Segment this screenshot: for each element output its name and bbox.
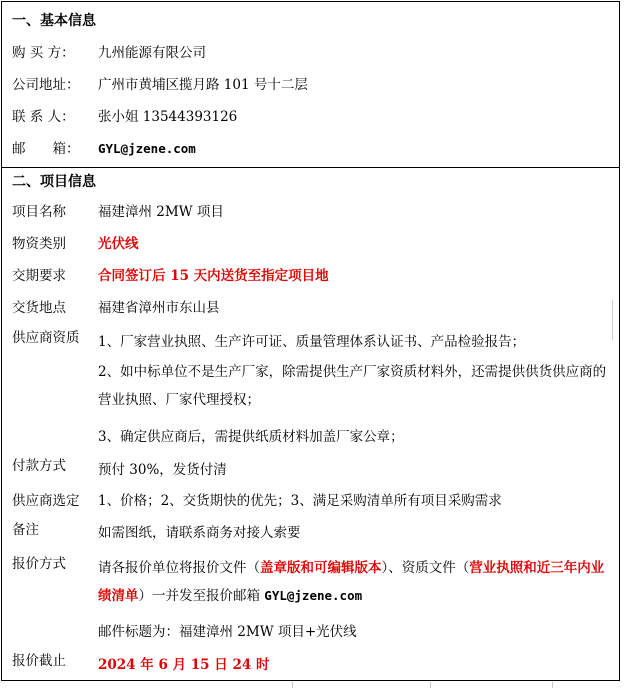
payment-value: 预付 30%，发货付清 [98, 462, 227, 478]
deadline-value: 2024 年 6 月 15 日 24 时 [98, 657, 270, 673]
selection-label: 供应商选定 [12, 493, 80, 509]
quote-method-label: 报价方式 [12, 556, 66, 572]
supplier-qual-item-2: 2、如中标单位不是生产厂家，除需提供生产厂家资质材料外，还需提供供货供应商的营业执照、厂家代理授权； [98, 364, 607, 408]
quote-method-text [98, 554, 610, 610]
email-label: 邮 箱： [12, 141, 80, 157]
buyer-label: 购 买 方： [12, 45, 75, 61]
supplier-qual-item-1: 1、厂家营业执照、生产许可证、质量管理体系认证书、产品检验报告； [98, 334, 526, 350]
quote-subject-line: 邮件标题为：福建漳州 2MW 项目+光伏线 [98, 624, 357, 640]
ruler-tick [430, 682, 431, 688]
delivery-req-label: 交期要求 [12, 268, 66, 284]
section2-title: 二、项目信息 [12, 174, 96, 190]
deadline-label: 报价截止 [12, 653, 66, 669]
info-table [1, 1, 620, 681]
project-name-label: 项目名称 [12, 204, 66, 220]
supplier-qual-label: 供应商资质 [12, 330, 80, 346]
buyer-value: 九州能源有限公司 [98, 45, 206, 61]
material-type-label: 物资类别 [12, 236, 66, 252]
quote-email: GYL@jzene.com [264, 588, 363, 603]
contact-value: 张小姐 13544393126 [98, 109, 238, 125]
section-divider [2, 167, 619, 168]
remark-label: 备注 [12, 522, 39, 538]
ruler-tick [292, 682, 293, 688]
delivery-place-value: 福建省漳州市东山县 [98, 300, 220, 316]
quote-text-3: ）一并发至报价邮箱 [138, 588, 265, 604]
quote-text-red-1: 盖章版和可编辑版本 [260, 560, 382, 576]
ruler-tick [552, 682, 553, 688]
quote-text-red-2: 营业执照和近三年内业绩清单 [98, 560, 605, 604]
delivery-req-value: 合同签订后 15 天内送货至指定项目地 [98, 268, 329, 284]
material-type-value: 光伏线 [98, 236, 139, 252]
section1-title: 一、基本信息 [12, 13, 96, 29]
project-name-value: 福建漳州 2MW 项目 [98, 204, 224, 220]
email-value: GYL@jzene.com [98, 141, 196, 156]
delivery-place-label: 交货地点 [12, 300, 66, 316]
payment-label: 付款方式 [12, 458, 66, 474]
quote-text-1: 请各报价单位将报价文件（ [98, 560, 260, 576]
contact-label: 联 系 人： [12, 109, 75, 125]
page-edge-mark [612, 300, 613, 340]
address-value: 广州市黄埔区揽月路 101 号十二层 [98, 77, 308, 93]
selection-value: 1、价格；2、交货期快的优先；3、满足采购清单所有项目采购需求 [98, 493, 502, 509]
quote-text-2: ）、资质文件（ [381, 560, 470, 576]
supplier-qual-item-3: 3、确定供应商后，需提供纸质材料加盖厂家公章； [98, 429, 404, 445]
address-label: 公司地址： [12, 77, 80, 93]
remark-value: 如需图纸，请联系商务对接人索要 [98, 525, 301, 541]
